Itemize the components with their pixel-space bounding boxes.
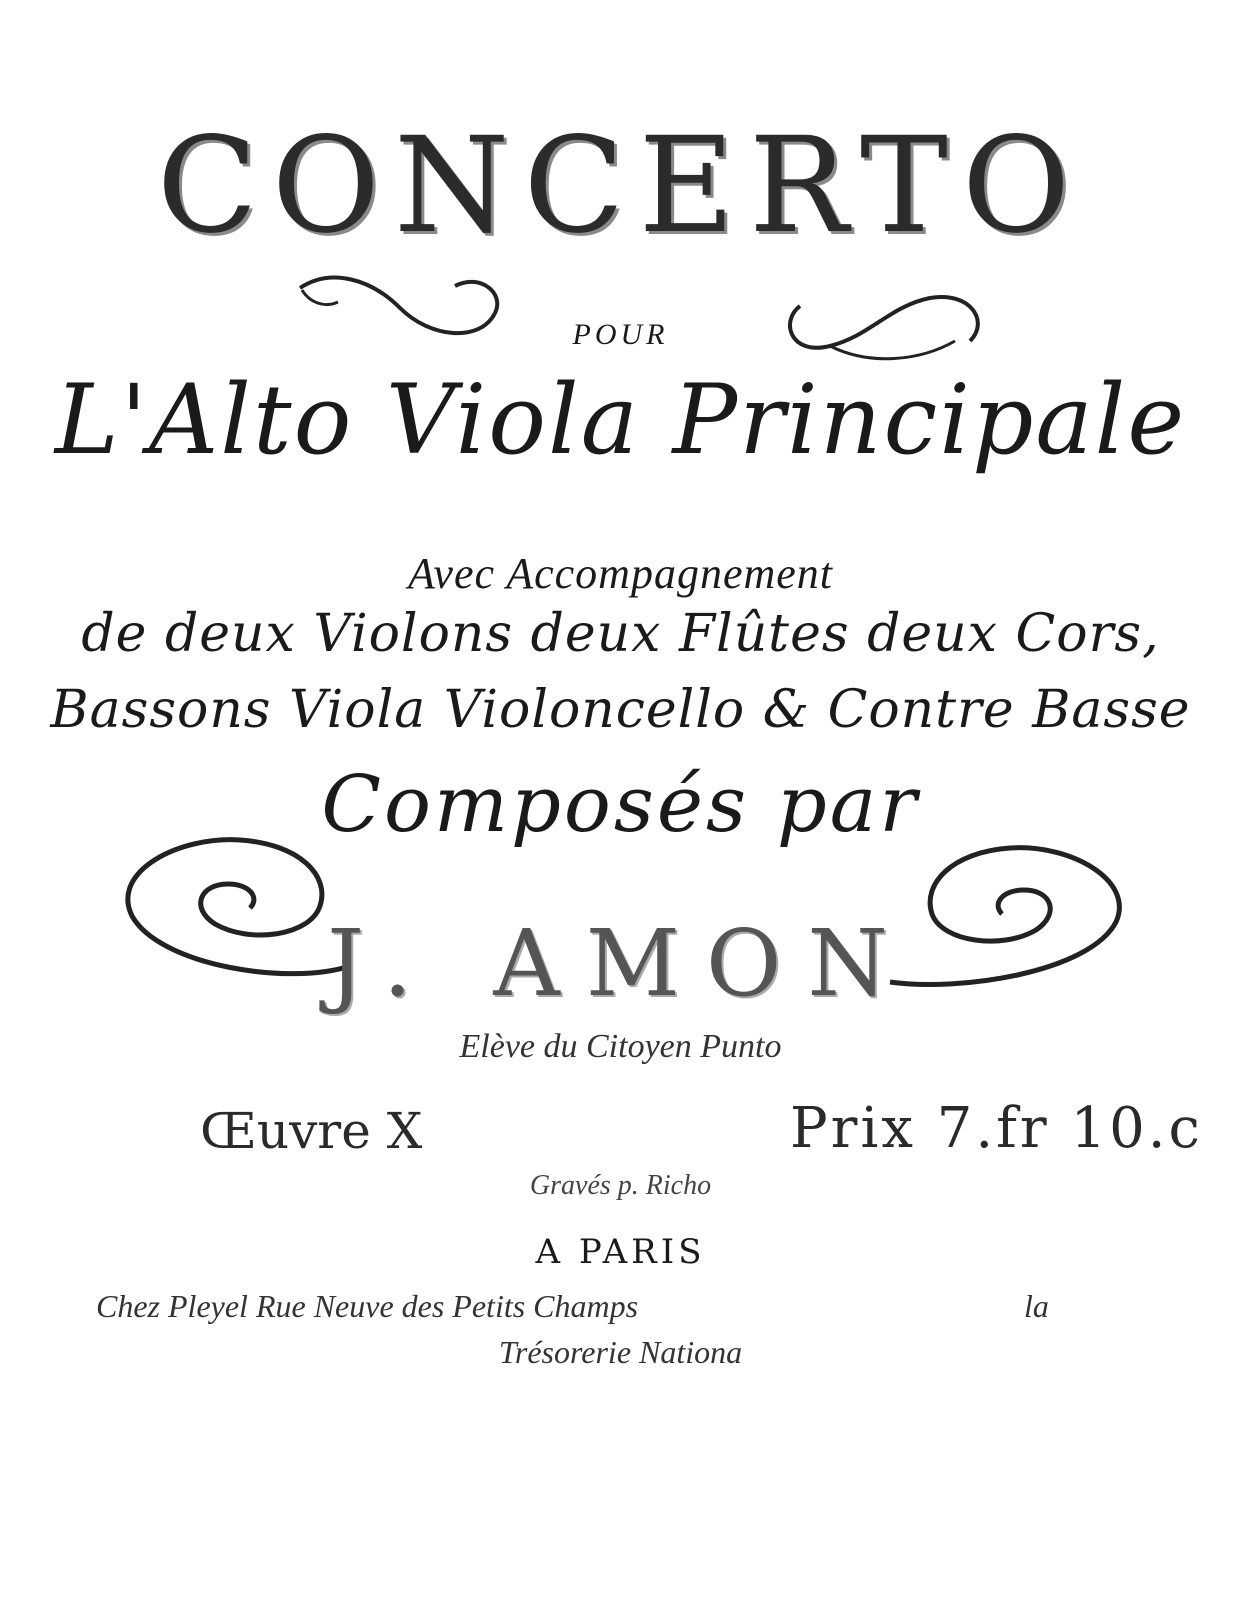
publication-city: A PARIS (535, 1232, 706, 1272)
pour-label: POUR (572, 318, 669, 351)
publisher-address-end: la (1024, 1288, 1049, 1324)
price: Prix 7.fr 10.c (790, 1096, 1203, 1161)
publisher-address-line-2: Trésorerie Nationa (498, 1334, 743, 1370)
opus-number: Œuvre X (200, 1102, 423, 1160)
composer-name: J. AMON (327, 910, 914, 1017)
title: CONCERTO (156, 109, 1085, 263)
accompaniment-line-2: de deux Violons deux Flûtes deux Cors, (81, 604, 1160, 664)
accompaniment-line-1: Avec Accompagnement (407, 549, 833, 598)
engraver-line: Gravés p. Richo (529, 1170, 712, 1201)
publisher-address: Chez Pleyel Rue Neuve des Petits Champs (96, 1288, 639, 1324)
composed-by: Composés par (321, 760, 920, 850)
instrument-line: L'Alto Viola Principale (54, 364, 1187, 476)
pupil-of-line: Elève du Citoyen Punto (459, 1028, 782, 1065)
accompaniment-line-3: Bassons Viola Violoncello & Contre Basse (50, 680, 1191, 740)
